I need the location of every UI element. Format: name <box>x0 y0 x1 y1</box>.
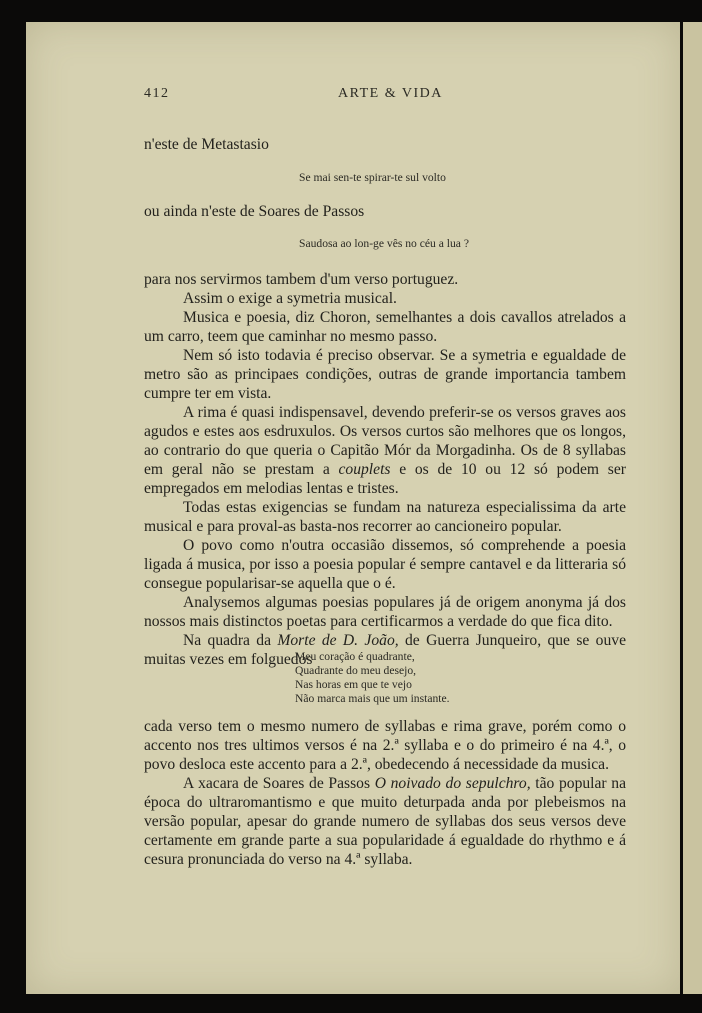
paragraph-text: de Guerra Junqueiro, que se ouve muitas vezes em folguedos <box>144 632 626 668</box>
paragraph: Todas estas exigencias se fundam na natureza especialissima da arte musical e para proval-as basta-nos recorrer ao cancioneiro popular. <box>144 499 626 535</box>
paragraph-rima <box>144 403 626 498</box>
paragraph: O povo como n'outra occasião dissemos, só comprehende a poesia ligada á musica, por isso a poesia popular é sempre cantavel e da litteraria só consegue popularisar-se aquella que o é. <box>144 537 626 592</box>
italic-title: O noivado do sepulchro, <box>374 775 531 792</box>
quote-metastasio: Se mai sen-te spirar-te sul volto <box>299 171 446 184</box>
body-text-end <box>144 717 626 869</box>
adjacent-page-edge <box>683 22 702 994</box>
body-text-main <box>144 270 626 669</box>
intro-soares <box>144 202 626 221</box>
quatrain-line: Nas horas em que te vejo <box>295 678 412 691</box>
intro-metastasio-text: n'este de Metastasio <box>144 136 269 153</box>
quote-soares: Saudosa ao lon-ge vês no céu a lua ? <box>299 237 469 250</box>
paragraph-xacara <box>144 774 626 869</box>
italic-title: Morte de D. João, <box>277 632 399 649</box>
paragraph: para nos servirmos tambem d'um verso portuguez. <box>144 271 459 288</box>
paragraph-text: Na quadra da <box>183 632 278 649</box>
paragraph: Nem só isto todavia é preciso observar. Se a symetria e egualdade de metro são as principaes condições, outras de grande importancia tambem cumpre ter em vista. <box>144 347 626 402</box>
paragraph-text: e os de 10 ou 12 só podem ser empregados em melodias lentas e tristes. <box>144 461 626 497</box>
paragraph: Musica e poesia, diz Choron, semelhantes a dois cavallos atrelados a um carro, teem que caminhar no mesmo passo. <box>144 309 626 345</box>
paragraph-text: A xacara de Soares de Passos <box>183 775 375 792</box>
quatrain-line: Não marca mais que um instante. <box>295 692 450 705</box>
running-title: ARTE & VIDA <box>338 86 443 101</box>
quatrain-line: Quadrante do meu desejo, <box>295 664 417 677</box>
paragraph: Assim o exige a symetria musical. <box>183 290 397 307</box>
page-number: 412 <box>144 86 170 101</box>
paragraph: cada verso tem o mesmo numero de syllabas e rima grave, porém como o accento nos tres ultimos versos é na 2.ª syllaba e o do primeiro é na 4.ª, o povo desloca este accento para a 2.ª, obedecendo á necessidade da musica. <box>144 718 626 773</box>
paragraph-text: A rima é quasi indispensavel, devendo preferir-se os versos graves aos agudos e estes aos esdruxulos. Os versos curtos são melhores que os longos, ao contrario do que queria o Capitão Mór da Morgadinha. Os de 8 syllabas em geral não se prestam a <box>144 404 626 478</box>
running-head <box>144 86 626 106</box>
paragraph: Analysemos algumas poesias populares já de origem anonyma já dos nossos mais distinctos poetas para certificarmos a verdade do que fica dito. <box>144 594 626 630</box>
intro-metastasio <box>144 135 626 154</box>
quatrain <box>295 650 450 706</box>
quatrain-line: Meu coração é quadrante, <box>295 650 415 663</box>
italic-term: couplets <box>338 461 391 478</box>
paragraph-text: tão popular na época do ultraromantismo e que muito deturpada anda por plebeismos na versão popular, apesar do grande numero de syllabas dos seus versos deve certamente em grande parte a sua popularidade á egualdade do rhythmo e á cesura pronunciada do verso na 4.ª syllaba. <box>144 775 627 868</box>
intro-soares-text: ou ainda n'este de Soares de Passos <box>144 203 365 220</box>
